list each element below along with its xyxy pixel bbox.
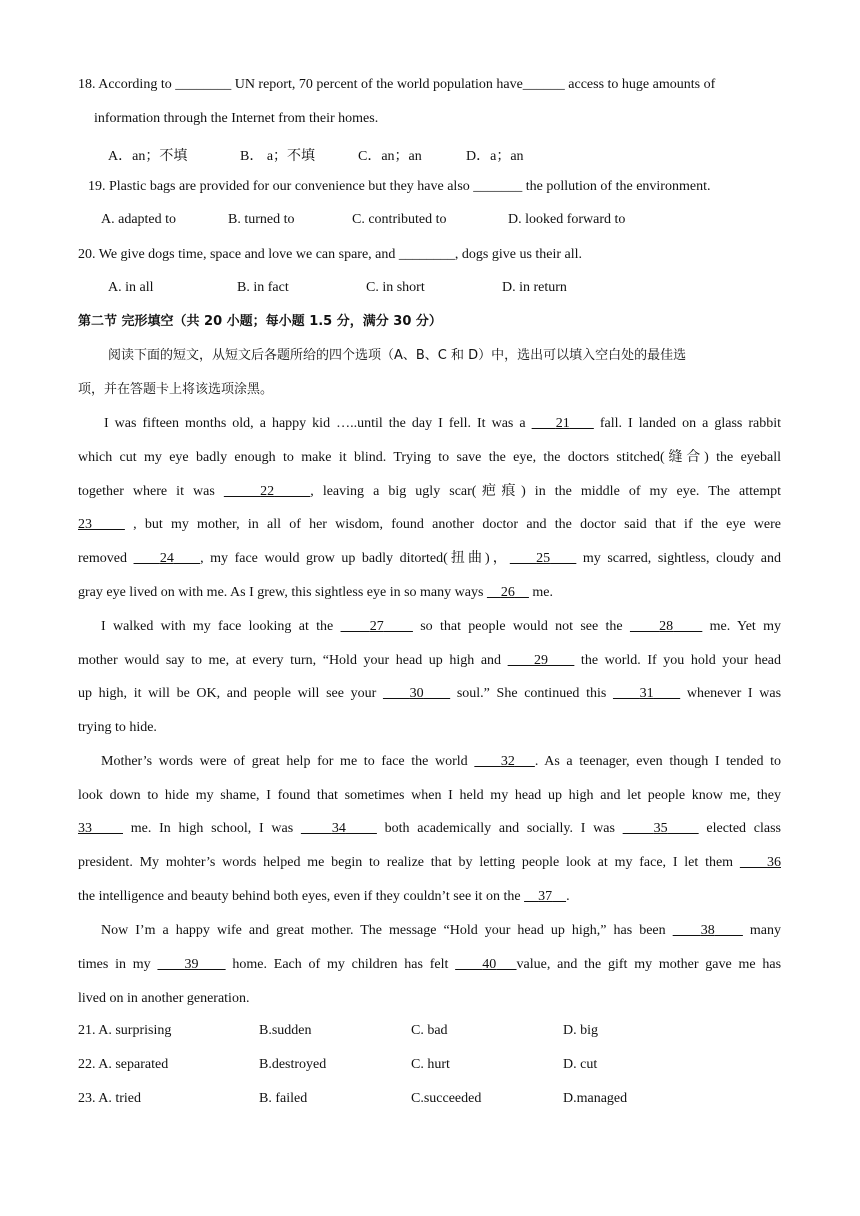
q18-stem-line1: 18. According to ________ UN report, 70 percent of the world population have______ access to huge amounts of (78, 77, 716, 92)
q19-option-b: B. turned to (228, 212, 295, 227)
passage-line-10: trying to hide. (78, 720, 157, 735)
q18-option-d: D．a；an (466, 149, 524, 164)
blank-39: 39 (184, 957, 199, 972)
blank-32: 32 (500, 754, 515, 769)
q21-option-d: D. big (563, 1023, 598, 1038)
q23-option-b: B. failed (259, 1091, 308, 1106)
blank-35: 35 (653, 821, 668, 836)
q22-option-c: C. hurt (411, 1057, 450, 1072)
q23-option-c: C.succeeded (411, 1091, 482, 1106)
q21-option-a: 21. A. surprising (78, 1023, 172, 1038)
passage-line-6: gray eye lived on with me. As I grew, this sightless eye in so many ways 26 me. (78, 585, 554, 600)
passage-line-12: look down to hide my shame, I found that sometimes when I held my head up high and let people know me, they (78, 788, 781, 803)
q23-option-d: D.managed (563, 1091, 628, 1106)
blank-31: 31 (639, 686, 654, 701)
passage-line-5: removed 24 , my face would grow up badly ditorted(扭曲)， 25 my scarred, sightless, cloudy and (78, 551, 781, 566)
q19-option-c: C. contributed to (352, 212, 447, 227)
blank-24: 24 (159, 551, 174, 566)
blank-22: 22 (260, 484, 275, 499)
blank-26: 26 (500, 585, 515, 600)
q21-option-c: C. bad (411, 1023, 448, 1038)
q20-option-d: D. in return (502, 280, 567, 295)
section-instruction-line2: 项，并在答题卡上将该选项涂黑。 (78, 382, 274, 397)
q23-option-a: 23. A. tried (78, 1091, 141, 1106)
passage-line-17: times in my 39 home. Each of my children has felt 40 value, and the gift my mother gave me has (78, 957, 781, 972)
q18-stem-line2: information through the Internet from their homes. (94, 111, 379, 126)
blank-37: 37 (538, 889, 553, 904)
q19-option-d: D. looked forward to (508, 212, 626, 227)
passage-line-18: lived on in another generation. (78, 991, 250, 1006)
blank-36: 36 (767, 855, 781, 870)
blank-27: 27 (369, 619, 384, 634)
passage-line-7: I walked with my face looking at the 27 so that people would not see the 28 me. Yet my (101, 619, 781, 634)
blank-33: 33 (78, 821, 92, 836)
q20-option-b: B. in fact (237, 280, 289, 295)
q20-option-a: A. in all (108, 280, 154, 295)
passage-line-16: Now I’m a happy wife and great mother. The message “Hold your head up high,” has been 38 many (101, 923, 781, 938)
passage-line-4: 23 , but my mother, in all of her wisdom, found another doctor and the doctor said that if the eye were (78, 517, 781, 532)
q19-option-a: A. adapted to (101, 212, 177, 227)
passage-line-2: which cut my eye badly enough to make it blind. Trying to save the eye, the doctors stitched(缝合) the eyeball (78, 450, 781, 465)
section-title: 第二节 完形填空（共 20 小题；每小题 1.5 分，满分 30 分） (78, 314, 442, 329)
passage-line-1: I was fifteen months old, a happy kid …..until the day I fell. It was a 21 fall. I landed on a glass rabbit (104, 416, 781, 431)
passage-line-8: mother would say to me, at every turn, “Hold your head up high and 29 the world. If you hold your head (78, 653, 781, 668)
passage-line-15: the intelligence and beauty behind both eyes, even if they couldn’t see it on the 37 . (78, 889, 570, 904)
blank-40: 40 (482, 957, 497, 972)
q20-option-c: C. in short (366, 280, 425, 295)
passage-line-14: president. My mohter’s words helped me begin to realize that by letting people look at my face, I let them 36 (78, 855, 781, 870)
q18-option-a: A．an；不填 (108, 149, 188, 164)
blank-28: 28 (659, 619, 674, 634)
passage-line-11: Mother’s words were of great help for me to face the world 32 . As a teenager, even though I tended to (101, 754, 781, 769)
q20-stem: 20. We give dogs time, space and love we can spare, and ________, dogs give us their all. (78, 247, 583, 262)
blank-23: 23 (78, 517, 92, 532)
q18-option-b: B． a；不填 (240, 149, 316, 164)
q21-option-b: B.sudden (259, 1023, 312, 1038)
q22-option-a: 22. A. separated (78, 1057, 169, 1072)
section-instruction-line1: 阅读下面的短文，从短文后各题所给的四个选项（A、B、C 和 D）中，选出可以填入空白处的最佳选 (108, 348, 687, 363)
passage-line-9: up high, it will be OK, and people will see your 30 soul.” She continued this 31 whenever I was (78, 686, 781, 701)
passage-line-13: 33 me. In high school, I was 34 both academically and socially. I was 35 elected class (78, 821, 781, 836)
q18-option-c: C．an；an (358, 149, 422, 164)
q19-stem: 19. Plastic bags are provided for our convenience but they have also _______ the pollution of the environment. (88, 179, 711, 194)
blank-34: 34 (331, 821, 346, 836)
passage-line-3: together where it was 22 , leaving a big ugly scar(疤痕) in the middle of my eye. The attempt (78, 484, 781, 499)
blank-21: 21 (555, 416, 570, 431)
blank-29: 29 (534, 653, 548, 668)
blank-30: 30 (409, 686, 424, 701)
q22-option-b: B.destroyed (259, 1057, 327, 1072)
blank-38: 38 (700, 923, 715, 938)
q22-option-d: D. cut (563, 1057, 598, 1072)
blank-25: 25 (536, 551, 551, 566)
